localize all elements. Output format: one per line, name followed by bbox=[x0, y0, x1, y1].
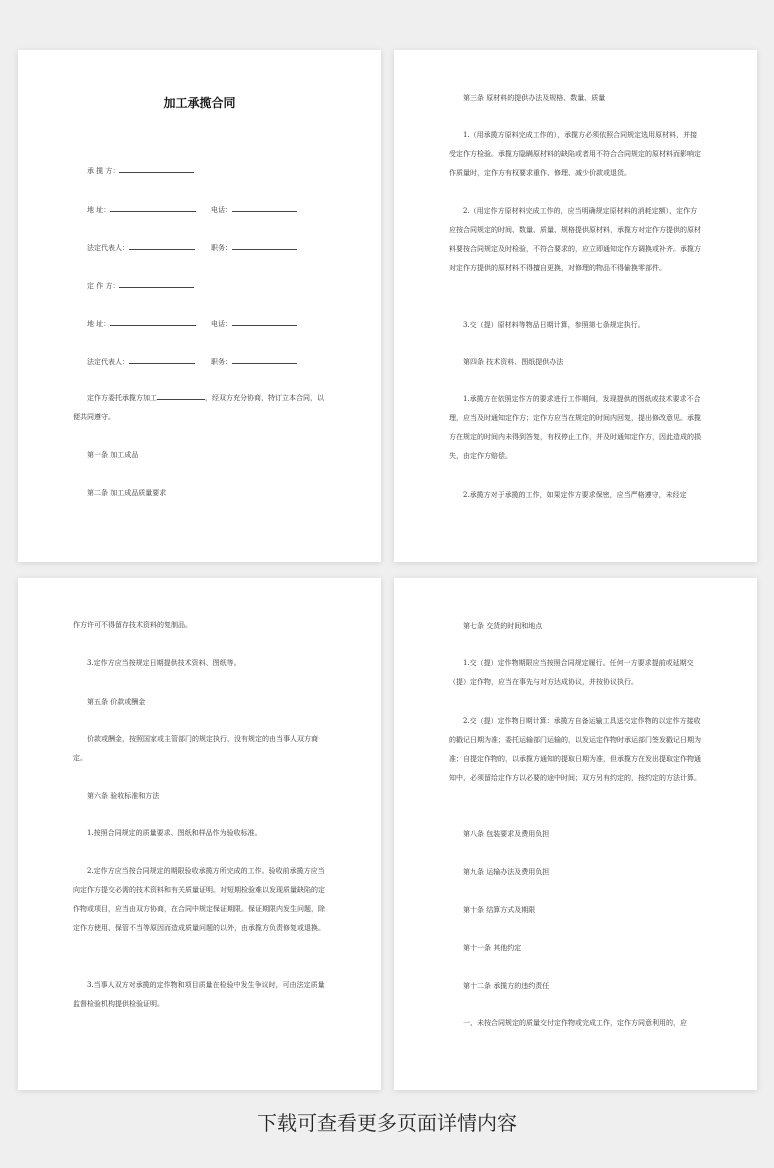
document-page-4 bbox=[394, 578, 757, 1090]
legal-rep-blank-2 bbox=[129, 355, 195, 364]
address-blank bbox=[110, 203, 196, 212]
article-4-paragraph-3: 3.定作方应当按规定日期提供技术资料、图纸等。 bbox=[87, 659, 241, 667]
document-page-3 bbox=[18, 578, 381, 1090]
address-field-2 bbox=[87, 317, 196, 330]
article-3-paragraph-3: 3.交（提）原材料等物品日期计算，参照第七条规定执行。 bbox=[463, 321, 645, 329]
legal-rep-label: 法定代表人： bbox=[87, 244, 129, 252]
contractor-field bbox=[87, 164, 194, 177]
address-blank-2 bbox=[110, 317, 196, 326]
document-title: 加工承揽合同 bbox=[163, 96, 236, 110]
article-3-paragraph-2: 2.（用定作方原材料完成工作的，应当明确规定原材料的消耗定额），定作方应按合同规定的时间、数量、质量、规格提供原材料，承揽方对定作方提供的原材料要按合同规定及时检验，不符合要求的，应立即通知定作方调换或补齐。承揽方对定作方提供的原材料不得擅自更换，对修理的物品不得偷换零部件。 bbox=[449, 207, 701, 272]
article-11-heading: 第十一条 其他约定 bbox=[463, 944, 522, 952]
article-5-paragraph-1: 价款或酬金，按照国家或主管部门的规定执行，没有规定的由当事人双方商定。 bbox=[73, 735, 318, 762]
article-7-heading: 第七条 交货的时间和地点 bbox=[463, 622, 543, 630]
article-7-paragraph-1: 1.交（提）定作物期限应当按照合同规定履行。任何一方要求提前或延期交（提）定作物，应当在事先与对方达成协议，并按协议执行。 bbox=[449, 659, 694, 686]
intro-prefix: 定作方委托承揽方加工 bbox=[87, 394, 157, 402]
intro-paragraph bbox=[73, 389, 326, 427]
article-8-heading: 第八条 包装要求及费用负担 bbox=[463, 830, 550, 838]
phone-blank-2 bbox=[232, 317, 297, 326]
address-field bbox=[87, 203, 196, 216]
article-3-paragraph-1: 1.（用承揽方原料完成工作的），承揽方必须依照合同规定选用原材料，并接受定作方检验。承揽方隐瞒原材料的缺陷或者用不符合合同规定的原材料而影响定作质量时，定作方有权要求重作、修理、减少价款或退货。 bbox=[449, 131, 701, 177]
legal-rep-field bbox=[87, 241, 195, 254]
article-5-heading: 第五条 价款或酬金 bbox=[87, 698, 146, 706]
position-label-2: 职务： bbox=[211, 358, 232, 366]
article-6-heading: 第六条 验收标准和方法 bbox=[87, 792, 160, 800]
position-label: 职务： bbox=[211, 244, 232, 252]
position-field-2 bbox=[211, 355, 297, 368]
article-4-paragraph-1: 1.承揽方在依照定作方的要求进行工作期间，发现提供的图纸或技术要求不合理，应当及时通知定作方；定作方应当在规定的时间内回复，提出修改意见。承揽方在规定的时间内未得到答复，有权停止工作，并及时通知定作方，因此造成的损失，由定作方赔偿。 bbox=[449, 395, 701, 460]
article-3-heading: 第三条 原材料的提供办法及规格、数量、质量 bbox=[463, 94, 606, 102]
legal-rep-blank bbox=[129, 241, 195, 250]
article-2-heading: 第二条 加工成品质量要求 bbox=[87, 489, 167, 497]
article-6-paragraph-2: 2.定作方应当按合同规定的期限验收承揽方所完成的工作。验收前承揽方应当向定作方提交必需的技术资料和有关质量证明。对短期检验难以发现质量缺陷的定作物或项目，应当由双方协商，在合同中规定保证期限。保证期限内发生问题，除定作方使用、保管不当等原因而造成质量问题的以外，由承揽方负责修复或退换。 bbox=[73, 867, 325, 932]
article-10-heading: 第十条 结算方式及期限 bbox=[463, 906, 536, 914]
document-page-1 bbox=[18, 50, 381, 562]
position-field bbox=[211, 241, 297, 254]
article-9-heading: 第九条 运输办法及费用负担 bbox=[463, 868, 550, 876]
contractor-label: 承 揽 方： bbox=[87, 167, 120, 175]
address-label-2: 地 址： bbox=[87, 320, 111, 328]
document-page-2 bbox=[394, 50, 757, 562]
phone-field-2 bbox=[211, 317, 297, 330]
intro-suffix: ，经双方充分协商，特订立本合同，以便共同遵守。 bbox=[73, 394, 324, 421]
article-12-heading: 第十二条 承揽方的违约责任 bbox=[463, 982, 550, 990]
address-label: 地 址： bbox=[87, 206, 111, 214]
article-6-paragraph-3: 3.当事人双方对承揽的定作物和项目质量在检验中发生争议时，可由法定质量监督检验机构提供检验证明。 bbox=[73, 981, 325, 1008]
article-7-paragraph-2: 2.交（提）定作物日期计算：承揽方自备运输工具送交定作物的以定作方接收的戳记日期为准；委托运输部门运输的，以发运定作物时承运部门签发戳记日期为准；自提定作物的，以承揽方通知的提取日期为准，但承揽方在发出提取定作物通知中，必须留给定作方以必要的途中时间；双方另有约定的，按约定的方法计算。 bbox=[449, 717, 701, 782]
phone-label-2: 电话： bbox=[211, 320, 232, 328]
orderer-blank bbox=[119, 279, 194, 288]
continued-text: 作方许可不得留存技术资料的复制品。 bbox=[73, 621, 192, 629]
article-4-paragraph-2: 2.承揽方对于承揽的工作，如果定作方要求保密，应当严格遵守，未经定 bbox=[463, 491, 687, 499]
legal-rep-field-2 bbox=[87, 355, 195, 368]
legal-rep-label-2: 法定代表人： bbox=[87, 358, 129, 366]
position-blank-2 bbox=[232, 355, 297, 364]
article-6-paragraph-1: 1.按照合同规定的质量要求、图纸和样品作为验收标准。 bbox=[87, 829, 262, 837]
position-blank bbox=[232, 241, 297, 250]
article-4-heading: 第四条 技术资料、图纸提供办法 bbox=[463, 358, 564, 366]
orderer-field bbox=[87, 279, 194, 292]
download-more-caption: 下载可查看更多页面详情内容 bbox=[257, 1111, 517, 1135]
article-12-paragraph-1: 一、未按合同规定的质量交付定作物或完成工作，定作方同意利用的，应 bbox=[463, 1019, 687, 1027]
contractor-blank bbox=[119, 164, 194, 173]
phone-label: 电话： bbox=[211, 206, 232, 214]
intro-blank bbox=[157, 391, 205, 400]
orderer-label: 定 作 方： bbox=[87, 282, 120, 290]
phone-field bbox=[211, 203, 297, 216]
article-1-heading: 第一条 加工成品 bbox=[87, 451, 139, 459]
phone-blank bbox=[232, 203, 297, 212]
